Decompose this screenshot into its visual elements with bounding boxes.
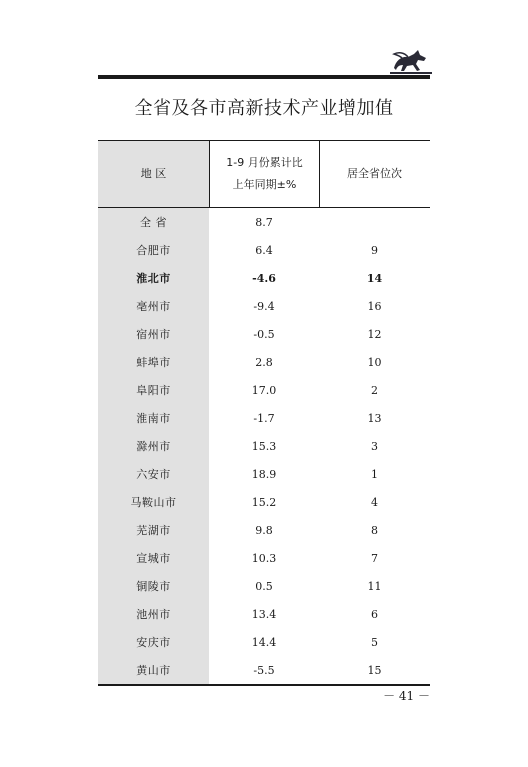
table-row xyxy=(98,432,430,460)
page-number: － 41 － xyxy=(383,689,430,703)
header-growth xyxy=(209,141,320,207)
cell-growth: 9.8 xyxy=(255,523,273,537)
table-row xyxy=(98,348,430,376)
cell-region: 安庆市 xyxy=(98,628,209,656)
cell-rank: 12 xyxy=(367,327,382,341)
cell-region: 滁州市 xyxy=(98,432,209,460)
table-row xyxy=(98,320,430,348)
table-row xyxy=(98,264,430,292)
cell-region: 淮北市 xyxy=(98,264,209,292)
cell-growth: -0.5 xyxy=(253,327,275,341)
cell-rank: 16 xyxy=(367,299,382,313)
cell-rank: 8 xyxy=(371,523,378,537)
cell-growth: 10.3 xyxy=(251,551,277,565)
cell-growth: 14.4 xyxy=(251,635,277,649)
cell-rank: 10 xyxy=(367,355,382,369)
header-growth-line2: 上年同期±% xyxy=(232,178,297,191)
page-title: 全省及各市高新技术产业增加值 xyxy=(134,98,394,119)
cell-growth: 8.7 xyxy=(255,215,273,229)
cell-rank: 9 xyxy=(371,243,378,257)
cell-growth: 15.3 xyxy=(251,439,277,453)
horse-logo-icon xyxy=(388,46,434,76)
table-row xyxy=(98,516,430,544)
cell-region: 宿州市 xyxy=(98,320,209,348)
header-region: 地 区 xyxy=(98,141,209,207)
cell-rank: 6 xyxy=(371,607,378,621)
cell-rank: 2 xyxy=(371,383,378,397)
cell-region: 合肥市 xyxy=(98,236,209,264)
cell-region: 全 省 xyxy=(98,208,209,236)
header-growth-line1: 1-9 月份累计比 xyxy=(226,156,303,169)
cell-region: 宣城市 xyxy=(98,544,209,572)
table-row xyxy=(98,572,430,600)
table-row xyxy=(98,460,430,488)
table-row xyxy=(98,544,430,572)
header-rule xyxy=(98,75,430,79)
cell-region: 阜阳市 xyxy=(98,376,209,404)
cell-region: 淮南市 xyxy=(98,404,209,432)
cell-rank: 14 xyxy=(366,271,383,285)
cell-growth: 0.5 xyxy=(255,579,273,593)
cell-rank: 15 xyxy=(367,663,382,677)
cell-region: 铜陵市 xyxy=(98,572,209,600)
cell-growth: 18.9 xyxy=(251,467,277,481)
data-table xyxy=(98,140,430,686)
cell-growth: 2.8 xyxy=(255,355,273,369)
table-row xyxy=(98,292,430,320)
cell-rank: 13 xyxy=(367,411,382,425)
table-row xyxy=(98,236,430,264)
cell-rank: 1 xyxy=(371,467,378,481)
cell-region: 亳州市 xyxy=(98,292,209,320)
cell-region: 芜湖市 xyxy=(98,516,209,544)
table-row xyxy=(98,628,430,656)
table-bottom-rule xyxy=(98,684,430,686)
cell-rank: 4 xyxy=(371,495,378,509)
table-row xyxy=(98,376,430,404)
cell-rank: 3 xyxy=(371,439,378,453)
table-row xyxy=(98,656,430,684)
cell-growth: -9.4 xyxy=(253,299,275,313)
table-row xyxy=(98,208,430,236)
table-row xyxy=(98,488,430,516)
cell-growth: -1.7 xyxy=(253,411,275,425)
table-header xyxy=(98,140,430,208)
cell-growth: -5.5 xyxy=(253,663,275,677)
cell-rank: 11 xyxy=(367,579,382,593)
cell-rank: 5 xyxy=(371,635,378,649)
cell-growth: 15.2 xyxy=(251,495,277,509)
cell-region: 马鞍山市 xyxy=(98,488,209,516)
cell-region: 黄山市 xyxy=(98,656,209,684)
table-body xyxy=(98,208,430,684)
cell-growth: 17.0 xyxy=(251,383,277,397)
cell-growth: -4.6 xyxy=(252,271,276,285)
cell-region: 池州市 xyxy=(98,600,209,628)
cell-region: 蚌埠市 xyxy=(98,348,209,376)
table-row xyxy=(98,404,430,432)
cell-growth: 6.4 xyxy=(255,243,273,257)
cell-region: 六安市 xyxy=(98,460,209,488)
table-row xyxy=(98,600,430,628)
cell-rank: 7 xyxy=(371,551,378,565)
header-rank: 居全省位次 xyxy=(347,167,402,180)
cell-growth: 13.4 xyxy=(251,607,277,621)
